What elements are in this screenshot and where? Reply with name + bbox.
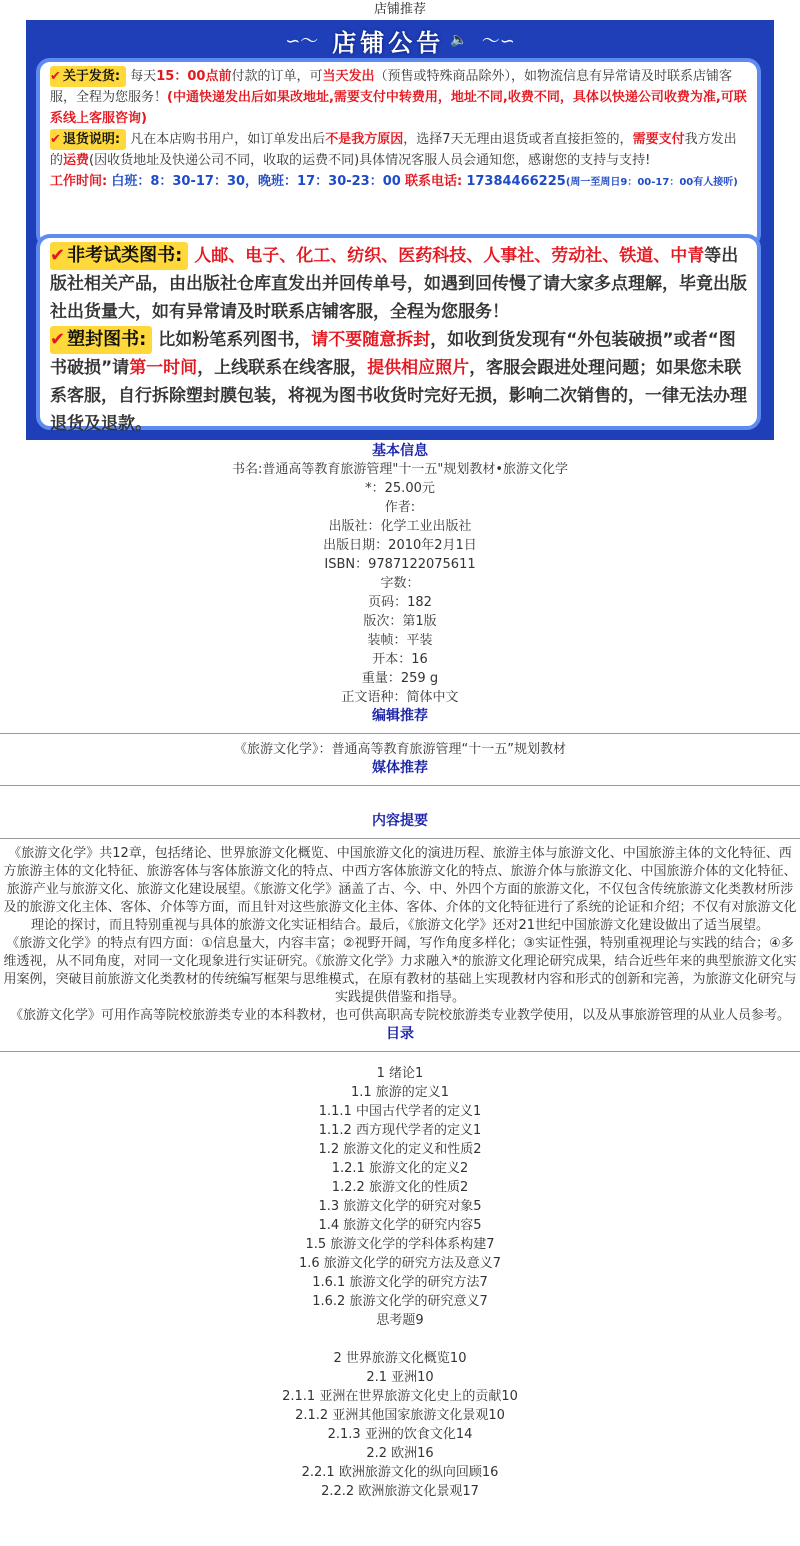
- shipping-panel: [36, 58, 761, 248]
- edition: 版次：第1版: [363, 614, 437, 629]
- toc-entry: 思考题9: [376, 1313, 424, 1328]
- contact-line: [50, 171, 747, 193]
- sealed-text-e: ，上线联系在线客服，: [197, 358, 368, 378]
- toc-entry: 1.6.2 旅游文化学的研究意义7: [312, 1294, 488, 1309]
- toc-entry: 2.1 亚洲10: [366, 1370, 434, 1385]
- sealed-text-g: ，客服会跟进处理问题；如果您未联系客服，自行拆除塑封膜包装，将视为图书收货时完好无损，影响二次销售的，一律无法办理退货及退款。: [50, 358, 747, 434]
- media-recommend-heading: 媒体推荐: [372, 760, 428, 776]
- toc-entry: 1.2.1 旅游文化的定义2: [331, 1161, 469, 1176]
- return-text-a: 凡在本店购书用户，如订单发出后: [130, 132, 326, 147]
- shipping-cutoff: 15：00点前: [156, 69, 232, 84]
- toc-heading: 目录: [386, 1026, 414, 1042]
- weight: 重量：259 g: [361, 671, 439, 686]
- non-exam-text: 等出版社相关产品，由出版社仓库直发出并回传单号，如遇到回传慢了请大家多点理解，毕竟出版社出货量大，如有异常请及时联系店铺客服，全程为您服务！: [50, 246, 747, 322]
- toc-entry: 1 绪论1: [376, 1066, 424, 1081]
- toc-entry: 1.4 旅游文化学的研究内容5: [318, 1218, 482, 1233]
- divider: [0, 785, 800, 786]
- store-recommend-title: 店铺推荐: [373, 2, 426, 17]
- phone-note: (周一至周日9：00-17：00有人接听): [565, 177, 738, 188]
- shipping-address-note: (中通快递发出后如果改地址,需要支付中转费用，地址不同,收费不同，具体以快递公司收费为准,可联系线上客服咨询): [50, 90, 747, 126]
- checkmark-icon: ✔: [50, 245, 66, 266]
- toc-entry: 2.1.3 亚洲的饮食文化14: [327, 1427, 473, 1442]
- book-title: 书名:普通高等教育旅游管理"十一五"规划教材•旅游文化学: [231, 462, 568, 477]
- book-price: *：25.00元: [365, 481, 435, 496]
- toc-entry: 1.3 旅游文化学的研究对象5: [318, 1199, 482, 1214]
- shipping-text-e: （预售或特殊商品除外），如物流信息有异常请及时联系店铺客服，全程为您服务！: [50, 69, 732, 105]
- book-author: 作者:: [384, 500, 416, 515]
- toc-entry: 1.2.2 旅游文化的性质2: [331, 1180, 469, 1195]
- toc-entry: 2 世界旅游文化概览10: [333, 1351, 467, 1366]
- language: 正文语种：简体中文: [341, 690, 459, 705]
- work-time-value: 白班：8：30-17：30，晚班：17：30-23：00: [111, 174, 401, 189]
- toc-entry: 1.1 旅游的定义1: [350, 1085, 450, 1100]
- toc-entry: 1.1.2 西方现代学者的定义1: [318, 1123, 482, 1138]
- return-text-c: ，选择7天无理由退货或者直接拒签的，: [403, 132, 633, 147]
- toc-entry: 2.1.1 亚洲在世界旅游文化史上的贡献10: [282, 1389, 518, 1404]
- summary-paragraph-1: 《旅游文化学》共12章，包括绪论、世界旅游文化概览、中国旅游文化的演进历程、旅游主体与旅游文化、中国旅游主体的文化特征、西方旅游主体的文化特征、旅游客体与客体旅游文化的特点、中西方客体旅游文化的特点、旅游介体与旅游文化、中国旅游介体的文化特征、旅游产业与旅游文化、旅游文化建设展望。《旅游文化学》涵盖了古、今、中、外四个方面的旅游文化，不仅包含传统旅游文化类教材所涉及的旅游文化主体、客体、介体等方面，而且针对这些旅游文化主体、客体、介体的文化特征进行了系统的论证和介绍；不仅有对旅游文化理论的探讨，而且特别重视与具体的旅游文化实证相结合。最后，《旅游文化学》还对21世纪中国旅游文化建设做出了适当展望。: [3, 846, 797, 933]
- sealed-tag: ✔ 塑封图书:: [50, 326, 152, 354]
- phone-label: 联系电话:: [404, 174, 463, 189]
- shipping-text-c: 付款的订单，可: [231, 69, 323, 84]
- book-publisher: 出版社：化学工业出版社: [328, 519, 472, 534]
- speaker-icon: 🔈: [450, 32, 468, 48]
- return-not-our-reason: 不是我方原因: [325, 132, 404, 147]
- return-notice: [50, 129, 747, 171]
- toc-entry: 2.2 欧洲16: [366, 1446, 434, 1461]
- divider: [0, 733, 800, 734]
- summary-paragraph-2: 《旅游文化学》的特点有四方面：①信息量大，内容丰富；②视野开阔，写作角度多样化；③实证性强，特别重视理论与实践的结合；④多维透视，从不同角度，对同一文化现象进行实证研究。《旅游文化学》力求融入*的旅游文化理论研究成果，结合近些年来的典型旅游文化实用案例，突破目前旅游文化类教材的传统编写框架与思维模式，在原有教材的基础上实现教材内容和形式的创新和完善，为旅游文化研究与实践提供借鉴和指导。: [3, 936, 797, 1005]
- toc-list: [0, 1064, 800, 1501]
- toc-entry: 1.5 旅游文化学的学科体系构建7: [305, 1237, 495, 1252]
- toc-entry: 1.6 旅游文化学的研究方法及意义7: [298, 1256, 502, 1271]
- return-freight: 运费: [63, 153, 90, 168]
- work-time-label: 工作时间:: [50, 174, 108, 189]
- basic-info-list: [0, 460, 800, 707]
- publish-date: 出版日期：2010年2月1日: [323, 538, 477, 553]
- isbn: ISBN：9787122075611: [324, 557, 476, 572]
- word-count: 字数：: [380, 576, 420, 591]
- return-need-pay: 需要支付: [632, 132, 685, 147]
- sealed-first-time: 第一时间: [129, 358, 198, 378]
- shipping-text-a: 每天: [130, 69, 157, 84]
- toc-entry: 1.2 旅游文化的定义和性质2: [318, 1142, 482, 1157]
- toc-entry: 2.2.2 欧洲旅游文化景观17: [321, 1484, 479, 1499]
- checkmark-icon: ✔: [50, 69, 61, 84]
- toc-entry: 1.1.1 中国古代学者的定义1: [318, 1104, 482, 1119]
- sealed-text-c: ，如收到货发现有“外包装破损”或者“图书破损”请: [50, 330, 736, 378]
- shipping-tag: ✔ 关于发货:: [50, 66, 126, 87]
- return-text-g: (因收货地址及快递公司不同，收取的运费不同)具体情况客服人员会通知您，感谢您的支持与支持!: [89, 153, 651, 168]
- basic-info-heading: 基本信息: [372, 443, 428, 459]
- format: 开本：16: [372, 652, 428, 667]
- banner-title: 店铺公告: [332, 28, 445, 57]
- shipping-same-day: 当天发出: [322, 69, 375, 84]
- toc-entry: 1.6.1 旅游文化学的研究方法7: [312, 1275, 488, 1290]
- toc-entry: 2.2.1 欧洲旅游文化的纵向回顾16: [301, 1465, 499, 1480]
- books-panel: [36, 234, 761, 434]
- page-count: 页码：182: [368, 595, 432, 610]
- checkmark-icon: ✔: [50, 132, 61, 147]
- return-text-e: 我方发出的: [50, 132, 737, 168]
- checkmark-icon: ✔: [50, 329, 66, 350]
- publisher-list: 人邮、电子、化工、纺织、医药科技、人事社、劳动社、铁道、中青: [194, 246, 705, 266]
- wave-right-icon: 〜∽: [481, 31, 515, 52]
- summary-paragraph-3: 《旅游文化学》可用作高等院校旅游类专业的本科教材，也可供高职高专院校旅游类专业教学使用，以及从事旅游管理的从业人员参考。: [9, 1008, 790, 1023]
- editor-recommend-heading: 编辑推荐: [372, 708, 428, 724]
- non-exam-books-notice: [50, 242, 747, 326]
- sealed-books-notice: [50, 326, 747, 438]
- toc-entry: 2.1.2 亚洲其他国家旅游文化景观10: [295, 1408, 505, 1423]
- phone-number: 17384466225: [466, 174, 566, 189]
- divider: [0, 1051, 800, 1052]
- banner-header: [26, 20, 774, 60]
- store-announcement-banner: [26, 20, 774, 440]
- binding: 装帧：平装: [367, 633, 433, 648]
- summary-heading: 内容提要: [372, 813, 428, 829]
- editor-recommend-text: 《旅游文化学》：普通高等教育旅游管理“十一五”规划教材: [234, 742, 566, 757]
- shipping-notice: [50, 66, 747, 129]
- non-exam-tag: ✔ 非考试类图书:: [50, 242, 188, 270]
- divider: [0, 838, 800, 839]
- sealed-provide-photo: 提供相应照片: [367, 358, 470, 378]
- sealed-text-a: 比如粉笔系列图书，: [158, 330, 312, 350]
- sealed-do-not-open: 请不要随意拆封: [311, 330, 431, 350]
- return-tag: ✔ 退货说明:: [50, 129, 126, 150]
- wave-left-icon: ∽〜: [285, 31, 319, 52]
